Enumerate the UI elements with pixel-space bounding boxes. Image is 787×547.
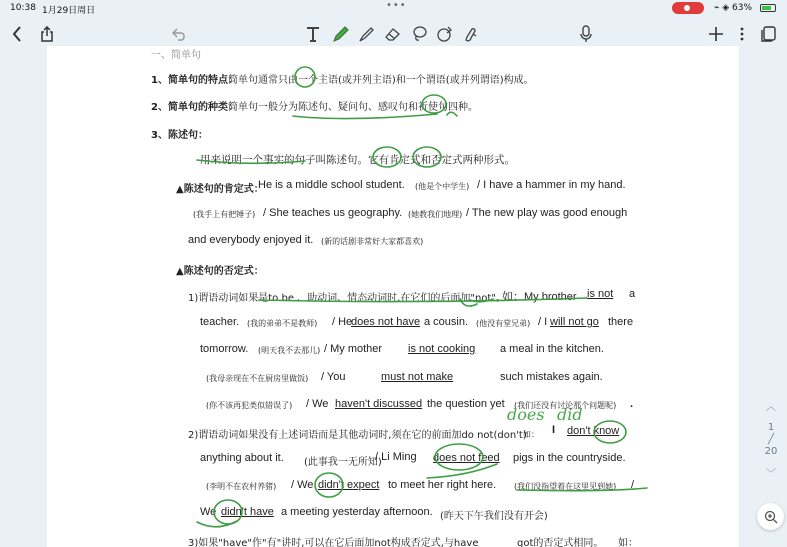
didnt-have: didn't have <box>221 506 274 518</box>
declarative-definition: 用来说明一个事实的句子叫陈述句。它有肯定式和否定式两种形式。 <box>200 154 515 166</box>
heading-simple-sentence: 一、简单句 <box>151 50 201 61</box>
must-not-make: must not make <box>381 371 454 383</box>
handwritten-does: does <box>507 405 545 424</box>
rule-2-example-start: 如： <box>523 430 539 439</box>
teacher-translation: (我的弟弟不是教师) <box>247 319 318 328</box>
example-2-translation: (我手上有把锤子) <box>193 210 256 219</box>
rule-3-example: 如： <box>618 538 638 547</box>
status-time: 10:38 <box>10 3 36 13</box>
a-cousin: a cousin. <box>424 316 469 328</box>
my-mother: / My mother <box>324 343 383 355</box>
rule-1-is-not: is not <box>587 288 614 300</box>
affirmative-label: ▲陈述句的肯定式： <box>176 184 264 195</box>
negative-label: ▲陈述句的否定式： <box>176 266 264 277</box>
rule-3: 3)如果"have"作"有"讲时,可以在它后面加not构成否定式,与have <box>188 538 479 547</box>
meeting-translation: (昨天下午我们没有开会) <box>440 511 548 522</box>
example-4-continued: and everybody enjoyed it. <box>188 234 314 246</box>
is-not-cooking: is not cooking <box>408 343 476 355</box>
will-not-go: will not go <box>550 316 599 328</box>
page-total: 20 <box>764 446 778 457</box>
li-ming-translation: (李明不在农村养猪) <box>206 482 277 491</box>
rule-1: 1)谓语动词如果是to be 、助动词、情态动词时,在它们的后面加"not"。 <box>188 293 506 304</box>
rule-3-continued: got的否定式相同。 <box>517 538 604 547</box>
rule-1-example-start: 如：My brother <box>502 291 577 303</box>
mother-translation: (我母亲现在不在厨房里做饭) <box>206 374 309 383</box>
slash-mark: / <box>631 479 635 491</box>
point-1-text: 简单句通常只由一个主语(或并列主语)和一个谓语(或并列谓语)构成。 <box>228 75 534 86</box>
such-mistakes-again: such mistakes again. <box>500 371 603 383</box>
point-3-label: 3、陈述句： <box>151 130 208 141</box>
page-down-icon[interactable]: ﹀ <box>766 469 776 480</box>
meet-her-here: to meet her right here. <box>388 479 497 491</box>
we-word: / We <box>306 398 329 410</box>
battery-icon <box>760 4 776 12</box>
recording-indicator-icon[interactable] <box>672 2 704 14</box>
back-icon[interactable] <box>6 18 28 50</box>
meet-translation: (我们没指望着在这里见到她) <box>514 482 617 491</box>
point-2-label: 2、简单句的种类： <box>151 102 238 113</box>
anything-translation: (此事我一无所知) <box>304 457 382 468</box>
pigs-in-countryside: pigs in the countryside. <box>513 452 626 464</box>
li-ming: / Li Ming <box>375 451 417 463</box>
mistakes-translation: (你不该再犯类似错误了) <box>206 401 293 410</box>
cousin-translation: (他没有堂兄弟) <box>476 319 531 328</box>
point-2-text: 简单句一般分为陈述句、疑问句、感叹句和祈使句四种。 <box>228 102 478 113</box>
i-word: / I <box>538 316 548 328</box>
you-word: / You <box>321 371 346 383</box>
he-word: / He <box>332 316 353 328</box>
rule-2: 2)谓语动词如果没有上述词语而是其他动词时,须在它的前面加do not(don't) <box>188 430 527 441</box>
meal-in-kitchen: a meal in the kitchen. <box>500 343 604 355</box>
status-date: 1月29日周日 <box>42 6 96 16</box>
example-3-translation: (她教我们地理) <box>408 210 463 219</box>
question-yet: the question yet <box>427 398 505 410</box>
we-word-2: / We <box>291 479 314 491</box>
document-page[interactable] <box>47 46 739 547</box>
question-translation: (我们还没有讨论那个问题呢) <box>514 401 617 410</box>
does-not-feed: does not feed <box>433 452 500 464</box>
tomorrow-word: tomorrow. <box>200 343 249 355</box>
point-1-label: 1、简单句的特点： <box>151 75 238 86</box>
pages-icon[interactable] <box>758 18 780 50</box>
status-indicators: ⌁ ◈ 63% <box>714 3 753 13</box>
does-not-have: does not have <box>351 316 421 328</box>
status-bar <box>0 0 787 16</box>
example-2: / I have a hammer in my hand. <box>477 179 626 191</box>
dont-know: don't know <box>567 425 620 437</box>
zoom-icon[interactable] <box>757 503 784 530</box>
period-mark: . <box>630 398 634 410</box>
we-word-3: We <box>200 506 217 518</box>
rule-1-a: a <box>629 288 636 300</box>
i-word-2: I <box>552 424 556 436</box>
didnt-expect: didn't expect <box>318 479 380 491</box>
teacher-word: teacher. <box>200 316 240 328</box>
anything-about-it: anything about it. <box>200 452 284 464</box>
page-up-icon[interactable]: ︿ <box>766 402 776 413</box>
example-4-translation: (新的话剧非常好大家都喜欢) <box>321 237 424 246</box>
havent-discussed: haven't discussed <box>335 398 423 410</box>
handwritten-did: did <box>557 405 583 424</box>
multitask-dots[interactable]: ••• <box>386 0 407 11</box>
example-4: / The new play was good enough <box>466 207 628 219</box>
page-current: 1 <box>767 422 775 433</box>
tomorrow-translation: (明天我不去那儿) <box>258 346 321 355</box>
there-word: there <box>608 316 634 328</box>
example-1: He is a middle school student. <box>258 179 405 191</box>
example-1-translation: (他是个中学生) <box>415 182 470 191</box>
example-3: / She teaches us geography. <box>263 207 403 219</box>
meeting-yesterday: a meeting yesterday afternoon. <box>281 506 433 518</box>
page-separator: ╱ <box>767 434 775 445</box>
